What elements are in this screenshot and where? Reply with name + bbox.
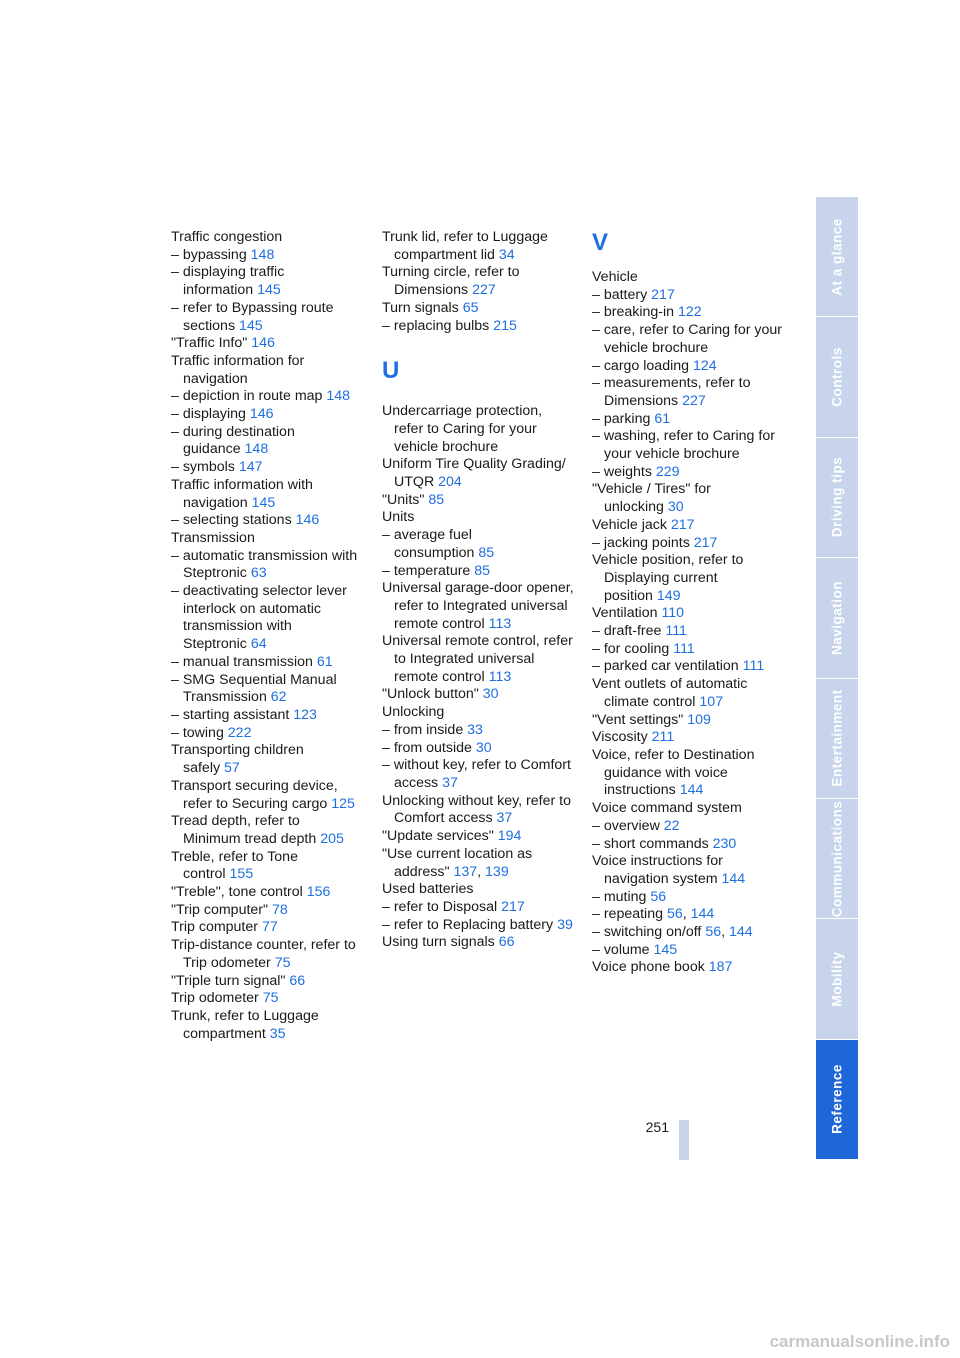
index-entry xyxy=(171,229,361,247)
page-reference-link[interactable]: 65 xyxy=(462,299,479,316)
index-entry-text: "Update services" xyxy=(382,828,494,845)
page-reference-link[interactable]: 109 xyxy=(687,711,711,728)
index-entry xyxy=(382,740,574,758)
page-reference-link[interactable]: 113 xyxy=(488,668,512,685)
index-entry-text: – bypassing xyxy=(171,246,247,263)
index-entry-text: – overview xyxy=(592,817,660,834)
page-reference-link[interactable]: 145 xyxy=(251,494,276,511)
index-entry xyxy=(592,304,784,322)
index-entry xyxy=(592,322,784,357)
sidebar-tab-controls[interactable] xyxy=(816,317,858,437)
page-reference-link[interactable]: 227 xyxy=(682,392,706,409)
index-entry-text: Turning circle, refer to Dimensions xyxy=(382,264,520,299)
page-reference-link[interactable]: 145 xyxy=(653,941,678,958)
sidebar-tab-label: Reference xyxy=(829,1064,845,1135)
sidebar-tab-label: Communications xyxy=(829,800,845,917)
page-reference-link[interactable]: 113 xyxy=(488,615,512,632)
page-reference-link[interactable]: 122 xyxy=(677,304,702,321)
index-entry xyxy=(382,899,574,917)
watermark-text: carmanualsonline.info xyxy=(769,1332,950,1351)
index-entry xyxy=(592,411,784,429)
page-reference-link[interactable]: 204 xyxy=(438,474,462,491)
index-entry-text: "Unlock button" xyxy=(382,686,479,703)
index-entry xyxy=(382,318,574,336)
page-reference-link[interactable]: 85 xyxy=(478,544,495,561)
page-reference-link[interactable]: 37 xyxy=(442,774,458,791)
index-entry-text: Voice, refer to Destination guidance with voice instructions xyxy=(592,746,755,799)
index-entry xyxy=(171,424,361,459)
index-entry-text: – parked car ventilation xyxy=(592,658,739,675)
index-entry xyxy=(382,722,574,740)
page-reference-link[interactable]: 66 xyxy=(289,972,306,989)
index-entry xyxy=(171,884,361,902)
index-entry-text: – refer to Replacing battery xyxy=(382,916,554,933)
index-entry xyxy=(171,300,361,335)
sidebar-tab-at-a-glance[interactable] xyxy=(816,197,858,317)
index-entry-text: – care, refer to Caring for your vehicle brochure xyxy=(592,322,783,356)
page-reference-link[interactable]: 146 xyxy=(251,335,275,352)
index-entry-text: – cargo loading xyxy=(592,357,690,374)
index-entry-text: Traffic information for navigation xyxy=(171,352,305,387)
index-entry xyxy=(382,229,574,264)
index-entry-text: – repeating xyxy=(592,906,663,923)
index-entry-text: – jacking points xyxy=(592,534,690,551)
index-entry xyxy=(171,725,361,743)
index-column-2 xyxy=(382,229,574,952)
page-reference-link[interactable]: 155 xyxy=(229,866,254,883)
page-reference-link[interactable]: 230 xyxy=(712,835,737,852)
page-reference-link[interactable]: 66 xyxy=(498,934,515,951)
page-reference-link[interactable]: 56 xyxy=(666,906,683,923)
page-reference-link[interactable]: 144 xyxy=(721,870,746,887)
index-entry xyxy=(171,264,361,299)
index-entry-text: Unlocking xyxy=(382,704,445,721)
page-reference-link[interactable]: 30 xyxy=(482,686,499,703)
index-entry-text: Unlocking without key, refer to Comfort access xyxy=(382,792,571,827)
sidebar-tab-entertainment[interactable] xyxy=(816,679,858,799)
index-entry-text: Trip-distance counter, refer to Trip odometer xyxy=(171,937,356,971)
index-entry xyxy=(382,686,574,704)
sidebar-tab-mobility[interactable] xyxy=(816,919,858,1039)
index-column-3 xyxy=(592,229,784,977)
page-reference-link[interactable]: 22 xyxy=(663,817,680,834)
sidebar-tab-label: Driving tips xyxy=(829,457,845,538)
index-entry xyxy=(592,535,784,553)
index-entry-text: Using turn signals xyxy=(382,934,495,951)
page-reference-link[interactable]: 144 xyxy=(679,782,704,799)
index-entry xyxy=(382,580,574,633)
index-entry-text: Units xyxy=(382,509,415,526)
page-number-bar xyxy=(679,1120,689,1160)
page-reference-link[interactable]: 34 xyxy=(498,246,515,263)
page-reference-link[interactable]: 85 xyxy=(474,562,491,579)
page-reference-link[interactable]: 149 xyxy=(656,587,681,604)
page-reference-link[interactable]: 64 xyxy=(250,636,267,653)
index-entry-text: – measurements, refer to Dimensions xyxy=(592,375,751,409)
index-entry xyxy=(592,287,784,305)
index-entry-text: – from outside xyxy=(382,739,472,756)
index-entry-text: "Units" xyxy=(382,491,425,508)
index-entry xyxy=(592,729,784,747)
index-entry-text: Trunk, refer to Luggage compartment xyxy=(171,1007,319,1042)
index-entry-text: "Use current location as address" xyxy=(382,845,533,880)
page-reference-link[interactable]: 75 xyxy=(274,954,291,971)
index-entry-text: – short commands xyxy=(592,835,709,852)
index-entry-text: – breaking-in xyxy=(592,304,675,321)
section-letter: V xyxy=(592,229,609,256)
page-reference-link[interactable]: 61 xyxy=(316,653,333,670)
sidebar-tab-communications[interactable] xyxy=(816,799,858,919)
page-reference-link[interactable]: 62 xyxy=(270,689,287,706)
index-entry xyxy=(171,849,361,884)
index-entry xyxy=(171,937,361,972)
page-reference-link[interactable]: 146 xyxy=(295,512,320,529)
index-entry xyxy=(171,902,361,920)
index-entry-text: Traffic congestion xyxy=(171,229,283,245)
sidebar-tab-label: Entertainment xyxy=(829,689,845,787)
index-entry-text: Transporting children safely xyxy=(171,742,304,777)
page-reference-link[interactable]: 217 xyxy=(651,286,675,303)
page-reference-link[interactable]: 33 xyxy=(467,721,483,738)
index-entry-text: "Trip computer" xyxy=(171,901,269,918)
page-reference-link[interactable]: 35 xyxy=(269,1025,286,1042)
page-reference-link[interactable]: 56 xyxy=(705,924,722,941)
index-entry-text: – without key, refer to Comfort access xyxy=(382,757,571,791)
page-reference-link[interactable]: 111 xyxy=(673,640,695,657)
chapter-sidebar xyxy=(816,197,858,1160)
index-entry-text: – washing, refer to Caring for your vehicle brochure xyxy=(592,428,775,463)
page-reference-link[interactable]: 144 xyxy=(729,924,753,941)
index-entry-text: – deactivating selector lever interlock on automatic transmission with Steptronic xyxy=(171,583,347,653)
index-entry xyxy=(171,707,361,725)
index-entry-text: Transmission xyxy=(171,529,255,546)
page-reference-link[interactable]: 30 xyxy=(475,739,492,756)
index-entry-text: Voice phone book xyxy=(592,959,705,976)
page-reference-link[interactable]: 145 xyxy=(239,317,263,334)
index-entry xyxy=(382,403,574,456)
index-entry-text: Vent outlets of automatic climate control xyxy=(592,676,748,710)
page-reference-link[interactable]: 125 xyxy=(331,795,355,812)
sidebar-tab-navigation[interactable] xyxy=(816,558,858,678)
index-entry-text: Trip computer xyxy=(171,919,258,936)
index-column-1 xyxy=(171,229,361,1043)
index-entry xyxy=(592,623,784,641)
page-number: 251 xyxy=(645,1119,669,1135)
index-entry xyxy=(592,836,784,854)
index-entry-text: Vehicle xyxy=(592,269,638,285)
page-reference-link[interactable]: 61 xyxy=(654,410,671,427)
index-entry: "Use current location as address" 137, 139 xyxy=(382,845,533,880)
index-entry-text: – for cooling xyxy=(592,640,670,657)
index-entry xyxy=(382,704,574,722)
index-entry xyxy=(592,853,784,888)
sidebar-tab-label: At a glance xyxy=(829,217,845,296)
index-entry xyxy=(592,605,784,623)
index-entry xyxy=(592,712,784,730)
page-reference-link[interactable]: 107 xyxy=(699,693,724,710)
index-entry-text: – towing xyxy=(171,724,224,741)
index-entry-text: – starting assistant xyxy=(171,706,290,723)
page-reference-link[interactable]: 124 xyxy=(692,357,717,374)
index-entry xyxy=(382,264,574,299)
index-entry xyxy=(171,990,361,1008)
page-reference-link[interactable]: 39 xyxy=(557,916,573,933)
page-reference-link[interactable]: 123 xyxy=(293,706,317,723)
index-entry-text: – weights xyxy=(592,463,652,480)
index-entry xyxy=(171,672,361,707)
index-entry xyxy=(382,828,574,846)
index-entry-text: – automatic transmission with Steptronic xyxy=(171,547,358,582)
index-entry-text: Trip odometer xyxy=(171,990,259,1007)
page-reference-link[interactable]: 77 xyxy=(261,919,278,936)
index-entry xyxy=(171,548,361,583)
index-entry xyxy=(592,358,784,376)
page-reference-link[interactable]: 57 xyxy=(224,760,240,777)
page-reference-link[interactable]: 222 xyxy=(227,724,252,741)
page-reference-link[interactable]: 111 xyxy=(742,658,765,675)
index-entry-text: Used batteries xyxy=(382,881,474,898)
index-entry xyxy=(382,633,574,686)
page-reference-link[interactable]: 156 xyxy=(306,884,331,901)
index-entry-text: – muting xyxy=(592,888,647,905)
index-entry xyxy=(171,530,361,548)
section-letter: U xyxy=(382,357,400,385)
page-reference-link[interactable]: 217 xyxy=(501,898,525,915)
index-entry-text: Treble, refer to Tone control xyxy=(171,848,298,883)
index-entry-text: – selecting stations xyxy=(171,512,292,529)
index-entry-text: Undercarriage protection, refer to Caring for your vehicle brochure xyxy=(382,403,543,455)
index-entry-text: "Triple turn signal" xyxy=(171,972,286,989)
index-entry-text: Transport securing device, refer to Securing cargo xyxy=(171,777,338,812)
index-entry-text: Viscosity xyxy=(592,729,648,746)
index-entry xyxy=(171,459,361,477)
index-entry-text: – SMG Sequential Manual Transmission xyxy=(171,671,337,706)
index-entry xyxy=(592,641,784,659)
index-entry xyxy=(592,889,784,907)
index-entry-text: Tread depth, refer to Minimum tread depth xyxy=(171,813,317,847)
index-entry xyxy=(382,527,574,562)
index-entry xyxy=(382,300,574,318)
index-entry-text: – displaying xyxy=(171,406,246,423)
index-entry xyxy=(171,1008,361,1043)
index-entry-text: – draft-free xyxy=(592,623,662,640)
index-entry-text: – refer to Bypassing route sections xyxy=(171,299,334,334)
index-entry xyxy=(382,881,574,899)
index-entry xyxy=(592,818,784,836)
index-entry-text: "Traffic Info" xyxy=(171,335,248,352)
index-entry xyxy=(382,757,574,792)
index-entry-text: Uniform Tire Quality Grading/ UTQR xyxy=(382,456,566,491)
index-entry-text: – during destination guidance xyxy=(171,423,295,458)
index-entry-text: Trunk lid, refer to Luggage compartment lid xyxy=(382,229,548,263)
page-reference-link[interactable]: 146 xyxy=(249,406,274,423)
sidebar-tab-reference[interactable] xyxy=(816,1040,858,1160)
page-reference-link[interactable]: 147 xyxy=(238,459,263,476)
index-entry xyxy=(171,477,361,512)
index-entry xyxy=(171,512,361,530)
sidebar-tab-label: Navigation xyxy=(829,580,845,655)
index-entry: – switching on/off 56, 144 xyxy=(592,924,753,941)
index-entry-text: – replacing bulbs xyxy=(382,317,490,334)
index-entry xyxy=(592,428,784,463)
page-reference-link[interactable]: 63 xyxy=(250,565,267,582)
page-reference-link[interactable]: 111 xyxy=(665,623,687,640)
page-reference-link[interactable]: 194 xyxy=(497,828,522,845)
page-reference-link[interactable]: 139 xyxy=(485,863,509,880)
index-entry-text: Vehicle jack xyxy=(592,516,667,533)
index-entry xyxy=(592,959,784,977)
page-reference-link[interactable]: 148 xyxy=(326,388,351,405)
page-reference-link[interactable]: 217 xyxy=(670,516,695,533)
index-entry xyxy=(171,813,361,848)
index-entry xyxy=(592,375,784,410)
page-reference-link[interactable]: 227 xyxy=(472,282,496,299)
index-entry xyxy=(592,481,784,516)
page-reference-link[interactable]: 229 xyxy=(655,463,680,480)
index-entry-text: "Vent settings" xyxy=(592,711,684,728)
page-reference-link[interactable]: 148 xyxy=(250,246,275,263)
index-entry-text: Turn signals xyxy=(382,299,459,316)
index-entry-text: Traffic information with navigation xyxy=(171,476,313,511)
index-entry xyxy=(382,456,574,491)
index-entry-text: – from inside xyxy=(382,721,464,738)
index-entry xyxy=(171,335,361,353)
page-reference-link[interactable]: 85 xyxy=(428,491,445,508)
index-entry-text: – volume xyxy=(592,941,650,958)
index-entry xyxy=(171,973,361,991)
index-entry xyxy=(382,492,574,510)
index-entry-text: "Vehicle / Tires" for unlocking xyxy=(592,481,711,516)
index-entry-text: – average fuel consumption xyxy=(382,527,475,561)
index-entry xyxy=(592,747,784,800)
page-reference-link[interactable]: 75 xyxy=(262,990,279,1007)
index-entry xyxy=(171,406,361,424)
page-reference-link[interactable]: 217 xyxy=(693,534,718,551)
page-reference-link[interactable]: 137 xyxy=(453,863,478,880)
index-entry-text: "Treble", tone control xyxy=(171,884,303,901)
index-entry-text: – switching on/off xyxy=(592,924,702,941)
page-reference-link[interactable]: 56 xyxy=(650,888,667,905)
index-entry xyxy=(171,353,361,388)
index-entry xyxy=(382,934,574,952)
page-reference-link[interactable]: 211 xyxy=(651,729,675,746)
page-reference-link[interactable]: 205 xyxy=(320,830,344,847)
index-entry xyxy=(592,269,784,287)
sidebar-tab-label: Mobility xyxy=(829,951,845,1007)
index-entry-text: Voice command system xyxy=(592,800,742,817)
index-entry xyxy=(382,509,574,527)
index-entry-text: – symbols xyxy=(171,459,235,476)
page-reference-link[interactable]: 110 xyxy=(661,605,685,622)
index-entry xyxy=(592,464,784,482)
page-reference-link[interactable]: 30 xyxy=(667,499,684,516)
page-reference-link[interactable]: 145 xyxy=(257,282,281,299)
page-reference-link[interactable]: 37 xyxy=(496,810,513,827)
index-entry xyxy=(592,800,784,818)
page-reference-link[interactable]: 215 xyxy=(493,317,517,334)
index-entry-text: Vehicle position, refer to Displaying current position xyxy=(592,552,744,604)
index-entry-text: Universal garage-door opener, refer to Integrated universal remote control xyxy=(382,580,574,632)
sidebar-tab-label: Controls xyxy=(829,347,845,407)
index-entry xyxy=(592,552,784,605)
index-entry-text: Ventilation xyxy=(592,605,658,622)
index-entry-text: – displaying traffic information xyxy=(171,264,285,299)
index-entry-text: – battery xyxy=(592,286,648,303)
index-entry xyxy=(382,917,574,935)
index-entry xyxy=(171,742,361,777)
index-entry xyxy=(592,676,784,711)
index-entry xyxy=(592,942,784,960)
index-entry-text: – parking xyxy=(592,410,651,427)
index-entry-text: – depiction in route map xyxy=(171,388,323,405)
index-entry xyxy=(382,793,574,828)
index-entry xyxy=(171,778,361,813)
index-entry-text: Voice instructions for navigation system xyxy=(592,853,723,887)
index-entry xyxy=(171,919,361,937)
index-entry xyxy=(592,517,784,535)
sidebar-tab-driving-tips[interactable] xyxy=(816,438,858,558)
index-entry: – repeating 56, 144 xyxy=(592,906,715,923)
index-entry xyxy=(592,658,784,676)
index-entry xyxy=(171,247,361,265)
index-entry-text: – temperature xyxy=(382,562,471,579)
index-entry xyxy=(171,583,361,654)
index-entry xyxy=(171,388,361,406)
page-reference-link[interactable]: 187 xyxy=(708,959,733,976)
index-entry-text: – manual transmission xyxy=(171,653,313,670)
index-entry xyxy=(171,654,361,672)
index-entry-text: Universal remote control, refer to Integrated universal remote control xyxy=(382,633,573,685)
page-reference-link[interactable]: 148 xyxy=(244,441,269,458)
page-reference-link[interactable]: 144 xyxy=(690,906,715,923)
index-entry xyxy=(382,563,574,581)
index-entry-text: – refer to Disposal xyxy=(382,898,498,915)
page-reference-link[interactable]: 78 xyxy=(272,901,288,918)
